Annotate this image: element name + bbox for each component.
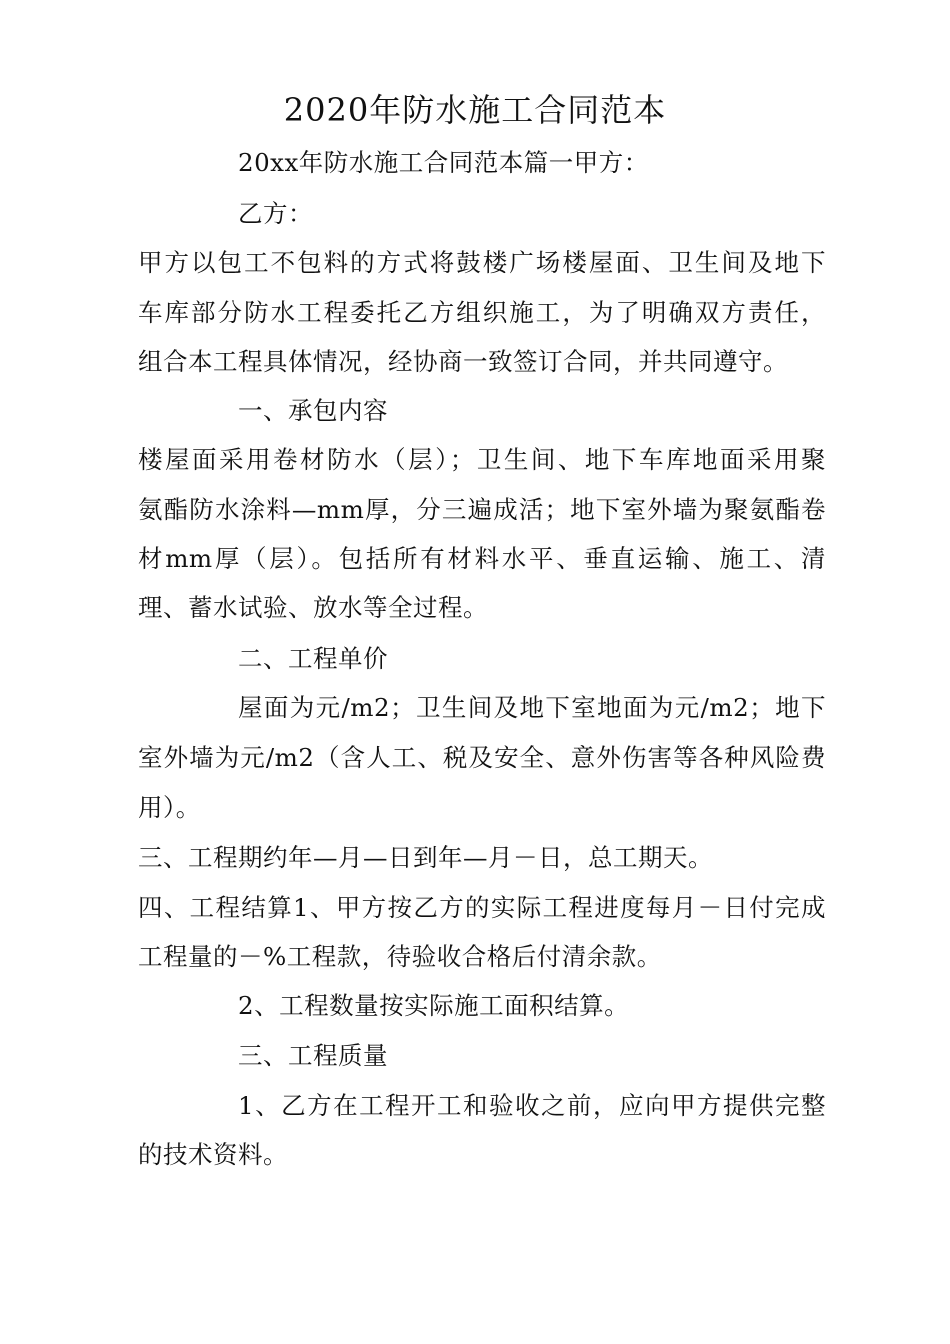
- paragraph-line: 理、蓄水试验、放水等全过程。: [138, 593, 488, 622]
- paragraph-line: 甲方以包工不包料的方式将鼓楼广场楼屋面、卫生间及地下: [138, 248, 826, 277]
- party-b-line: 乙方：: [238, 199, 313, 228]
- party-a-line: 20xx年防水施工合同范本篇一甲方：: [238, 148, 649, 177]
- paragraph-line: 车库部分防水工程委托乙方组织施工，为了明确双方责任，: [138, 298, 826, 327]
- paragraph-line: 工程量的－%工程款，待验收合格后付清余款。: [138, 942, 662, 971]
- paragraph-line: 氨酯防水涂料—mm厚，分三遍成活；地下室外墙为聚氨酯卷: [138, 495, 826, 524]
- paragraph-line: 材mm厚（层）。包括所有材料水平、垂直运输、施工、清: [138, 544, 826, 573]
- paragraph-line: 用）。: [138, 793, 201, 822]
- paragraph-line: 1、乙方在工程开工和验收之前，应向甲方提供完整: [238, 1091, 826, 1120]
- paragraph-line: 屋面为元/m2；卫生间及地下室地面为元/m2；地下: [238, 693, 826, 722]
- paragraph-line: 组合本工程具体情况，经协商一致签订合同，并共同遵守。: [138, 347, 788, 376]
- paragraph-line: 的技术资料。: [138, 1140, 288, 1169]
- section-heading: 三、工程质量: [238, 1041, 388, 1070]
- document-title: 2020年防水施工合同范本: [283, 91, 667, 129]
- paragraph-line: 2、工程数量按实际施工面积结算。: [238, 991, 630, 1020]
- paragraph-line: 楼屋面采用卷材防水（层）；卫生间、地下车库地面采用聚: [138, 445, 826, 474]
- paragraph-line: 三、工程期约年—月—日到年—月－日，总工期天。: [138, 843, 713, 872]
- section-heading: 二、工程单价: [238, 644, 388, 673]
- section-heading: 一、承包内容: [238, 396, 388, 425]
- paragraph-line: 四、工程结算1、甲方按乙方的实际工程进度每月－日付完成: [138, 893, 826, 922]
- paragraph-line: 室外墙为元/m2（含人工、税及安全、意外伤害等各种风险费: [138, 743, 826, 772]
